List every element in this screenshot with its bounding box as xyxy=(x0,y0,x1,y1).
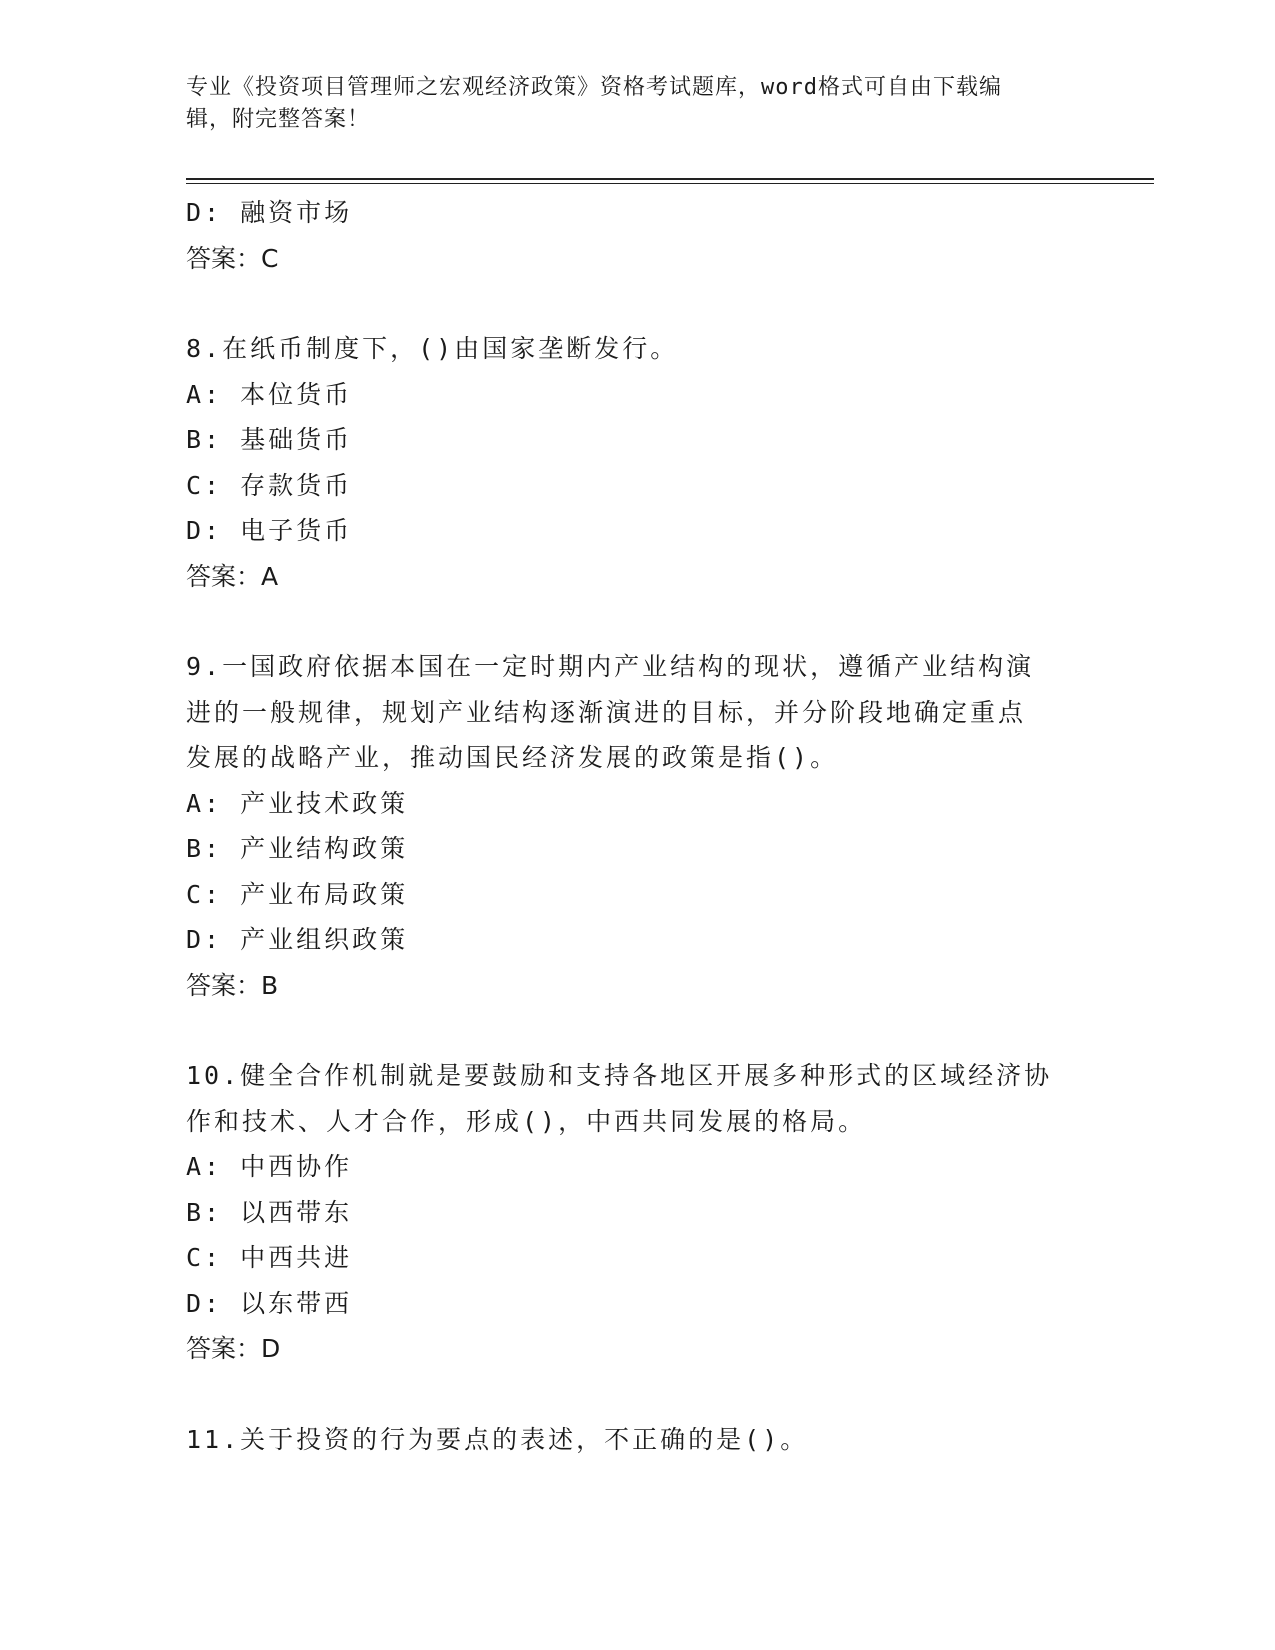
question-9-stem-line-1: 9.一国政府依据本国在一定时期内产业结构的现状，遵循产业结构演 xyxy=(186,652,1035,681)
question-7-option-d: D: 融资市场 xyxy=(186,198,353,227)
question-9-option-d: D: 产业组织政策 xyxy=(186,925,409,954)
question-11 xyxy=(186,1417,1066,1463)
header-divider-thick xyxy=(186,178,1154,180)
question-10 xyxy=(186,1053,1066,1372)
spacer xyxy=(186,281,1154,326)
question-9-option-c: C: 产业布局政策 xyxy=(186,879,409,909)
question-9-stem-line-3: 发展的战略产业，推动国民经济发展的政策是指()。 xyxy=(186,743,839,772)
question-7-answer: 答案：C xyxy=(186,243,279,273)
header-divider-thin xyxy=(186,183,1154,184)
question-9-option-b: B: 产业结构政策 xyxy=(186,834,409,863)
question-10-option-d: D: 以东带西 xyxy=(186,1288,353,1318)
question-9 xyxy=(186,644,1066,1008)
header-line-2: 辑，附完整答案！ xyxy=(186,107,371,132)
spacer xyxy=(186,599,1154,644)
question-8-option-a: A: 本位货币 xyxy=(186,379,353,409)
document-body xyxy=(186,190,1154,1462)
spacer xyxy=(186,1372,1154,1417)
question-9-stem-line-2: 进的一般规律，规划产业结构逐渐演进的目标，并分阶段地确定重点 xyxy=(186,697,1027,727)
question-8-answer: 答案：A xyxy=(186,561,279,591)
question-8-option-b: B: 基础货币 xyxy=(186,425,353,454)
question-10-option-b: B: 以西带东 xyxy=(186,1197,353,1227)
question-10-stem-line-2: 作和技术、人才合作，形成()，中西共同发展的格局。 xyxy=(186,1106,867,1136)
question-10-option-c: C: 中西共进 xyxy=(186,1243,353,1272)
question-9-answer: 答案：B xyxy=(186,970,279,1000)
question-8 xyxy=(186,326,1066,599)
question-8-option-d: D: 电子货币 xyxy=(186,516,353,545)
question-11-stem: 11.关于投资的行为要点的表述，不正确的是()。 xyxy=(186,1424,809,1454)
question-10-option-a: A: 中西协作 xyxy=(186,1152,353,1181)
spacer xyxy=(186,1008,1154,1053)
question-8-stem: 8.在纸币制度下，()由国家垄断发行。 xyxy=(186,334,679,363)
question-10-stem-line-1: 10.健全合作机制就是要鼓励和支持各地区开展多种形式的区域经济协 xyxy=(186,1061,1053,1090)
question-10-answer: 答案：D xyxy=(186,1334,281,1363)
page-header xyxy=(186,72,1086,136)
header-line-1: 专业《投资项目管理师之宏观经济政策》资格考试题库，word格式可自由下载编 xyxy=(186,75,1002,100)
question-9-option-a: A: 产业技术政策 xyxy=(186,788,409,818)
question-8-option-c: C: 存款货币 xyxy=(186,470,353,500)
